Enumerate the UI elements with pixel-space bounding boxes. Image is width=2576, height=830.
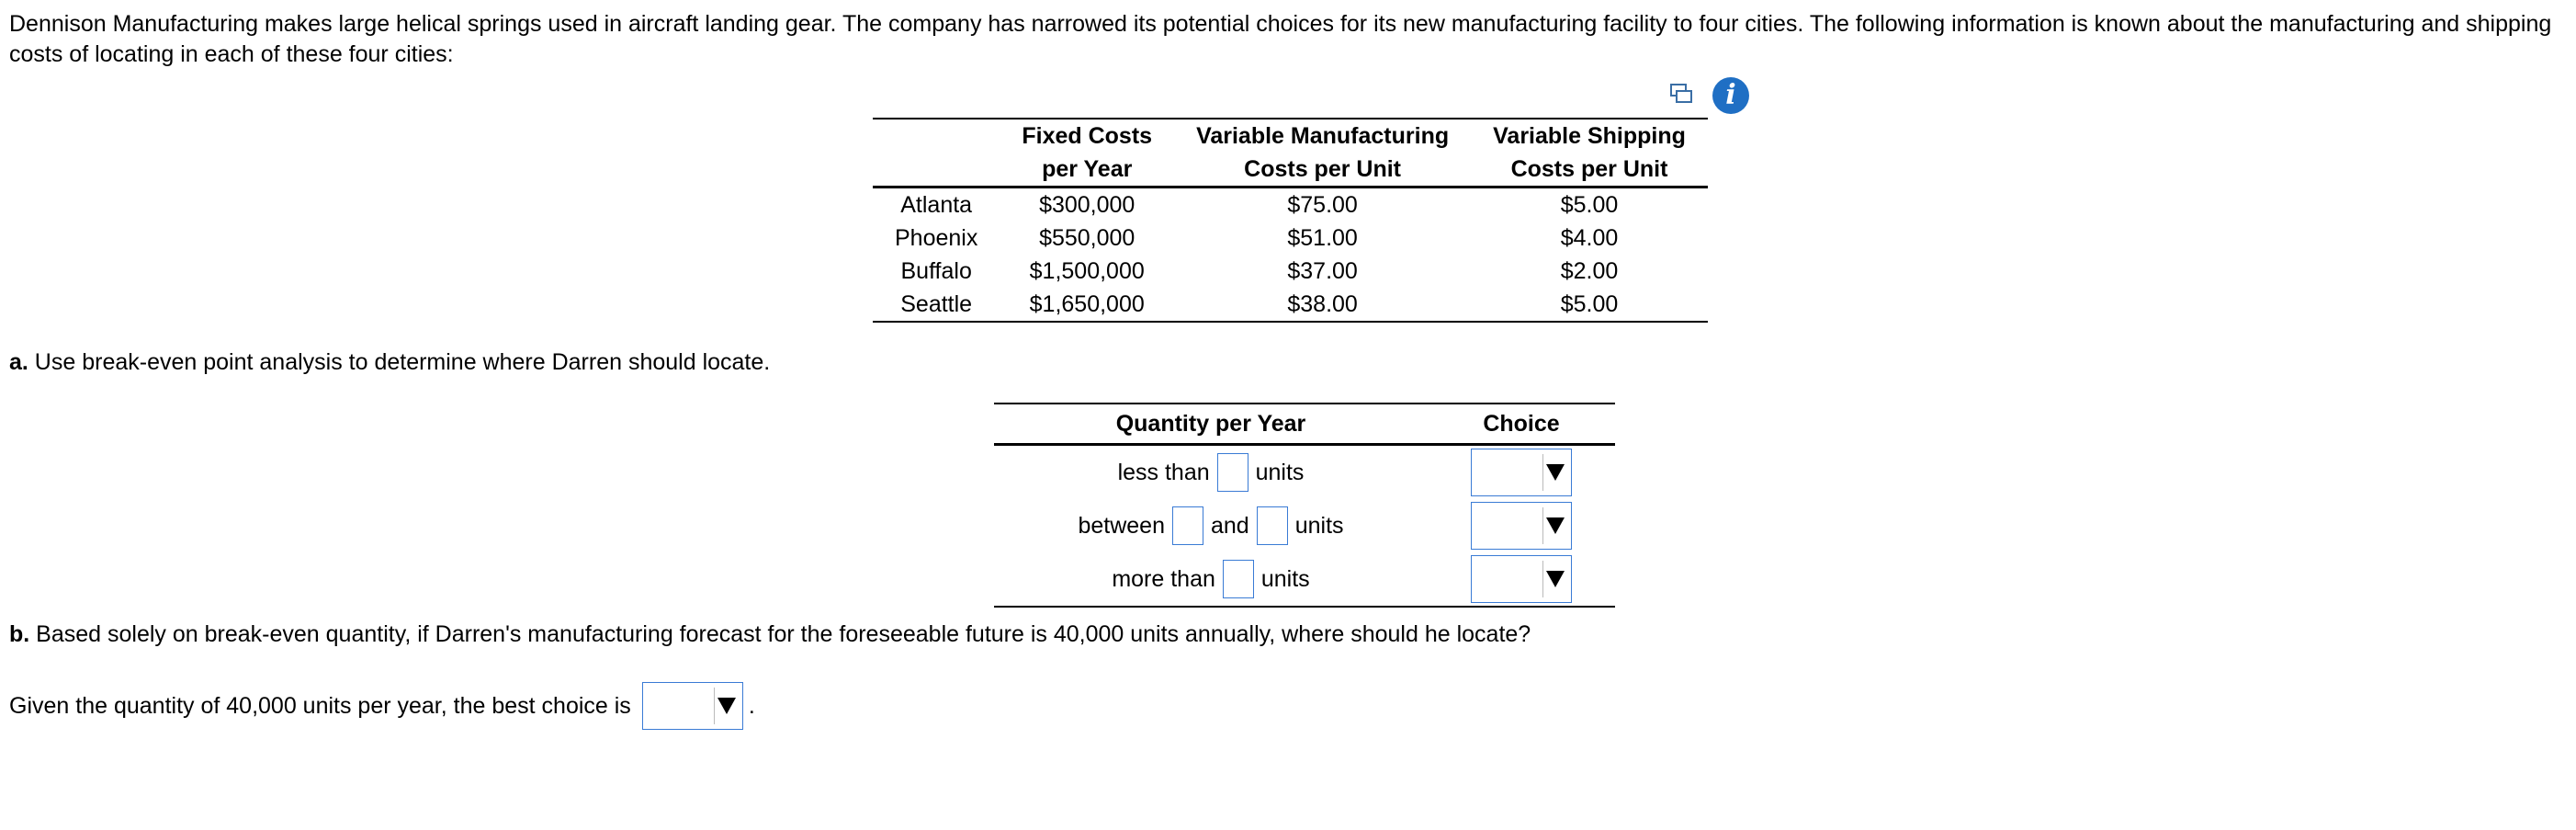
period: . <box>748 692 755 719</box>
mfg-cell: $38.00 <box>1174 288 1471 322</box>
part-b-label: b. <box>9 621 30 647</box>
between-label: between <box>1078 512 1165 539</box>
city-cell: Buffalo <box>900 258 972 284</box>
header-mfg-line2: Costs per Unit <box>1174 153 1471 188</box>
city-cell: Seattle <box>873 288 1000 322</box>
table-row <box>873 188 1708 222</box>
between-lower-input[interactable] <box>1172 506 1203 545</box>
header-ship-line2: Costs per Unit <box>1471 153 1708 188</box>
cost-table <box>873 118 1708 323</box>
ship-cell: $5.00 <box>1471 288 1708 322</box>
quantity-header: Quantity per Year <box>994 404 1428 445</box>
part-b-question <box>9 620 1531 650</box>
table-row <box>994 499 1615 552</box>
fixed-cell: $1,500,000 <box>1029 258 1145 284</box>
choice-select-1[interactable] <box>1471 449 1572 496</box>
city-cell: Atlanta <box>900 192 973 218</box>
mfg-cell: $51.00 <box>1287 225 1358 251</box>
table-row <box>873 288 1708 322</box>
header-ship-line1: Variable Shipping <box>1471 119 1708 153</box>
table-row <box>994 445 1615 500</box>
dropdown-arrow-icon <box>1542 561 1567 597</box>
problem-intro: Dennison Manufacturing makes large helical springs used in aircraft landing gear. The company has narrowed its potential choices for its new manufacturing facility to four cities. The following information is known about the manufacturing and shipping costs of locating in each of these four cities: <box>9 11 2552 67</box>
copy-icon[interactable] <box>1668 81 1694 107</box>
units-label: units <box>1260 565 1310 592</box>
info-icon[interactable]: i <box>1712 77 1749 114</box>
mfg-cell: $37.00 <box>1287 258 1358 284</box>
part-b-text: Based solely on break-even quantity, if Darren's manufacturing forecast for the foreseeable future is 40,000 units annually, where should he locate? <box>29 621 1531 647</box>
between-upper-input[interactable] <box>1257 506 1288 545</box>
part-a-question <box>9 347 770 378</box>
less-than-label: less than <box>1117 459 1210 485</box>
units-label: units <box>1255 459 1305 485</box>
fixed-cell: $300,000 <box>1039 192 1135 218</box>
part-b-answer-line <box>9 682 755 730</box>
best-choice-select[interactable] <box>642 682 743 730</box>
fixed-cell: $550,000 <box>1039 225 1135 251</box>
ship-cell: $2.00 <box>1560 258 1619 284</box>
header-fixed-line2: per Year <box>1000 153 1174 188</box>
less-than-input[interactable] <box>1217 453 1248 492</box>
fixed-cell: $1,650,000 <box>1000 288 1174 322</box>
choice-select-3[interactable] <box>1471 555 1572 603</box>
table-row <box>994 552 1615 607</box>
table-row <box>873 222 1708 255</box>
answer-table <box>994 403 1615 608</box>
choice-select-2[interactable] <box>1471 502 1572 550</box>
and-label: and <box>1211 512 1249 539</box>
mfg-cell: $75.00 <box>1287 192 1358 218</box>
empty-header <box>873 119 1000 153</box>
table-row <box>873 255 1708 288</box>
more-than-input[interactable] <box>1223 560 1254 598</box>
empty-header <box>873 153 1000 188</box>
city-cell: Phoenix <box>895 225 978 251</box>
header-fixed-line1: Fixed Costs <box>1000 119 1174 153</box>
ship-cell: $5.00 <box>1560 192 1619 218</box>
ship-cell: $4.00 <box>1560 225 1619 251</box>
more-than-label: more than <box>1112 565 1215 592</box>
part-a-label: a. <box>9 349 28 375</box>
dropdown-arrow-icon <box>714 688 739 724</box>
dropdown-arrow-icon <box>1542 454 1567 491</box>
header-mfg-line1: Variable Manufacturing <box>1174 119 1471 153</box>
choice-header: Choice <box>1428 404 1615 445</box>
given-text: Given the quantity of 40,000 units per year, the best choice is <box>9 692 631 719</box>
dropdown-arrow-icon <box>1542 507 1567 544</box>
units-label: units <box>1294 512 1344 539</box>
part-a-text: Use break-even point analysis to determine where Darren should locate. <box>28 349 771 375</box>
